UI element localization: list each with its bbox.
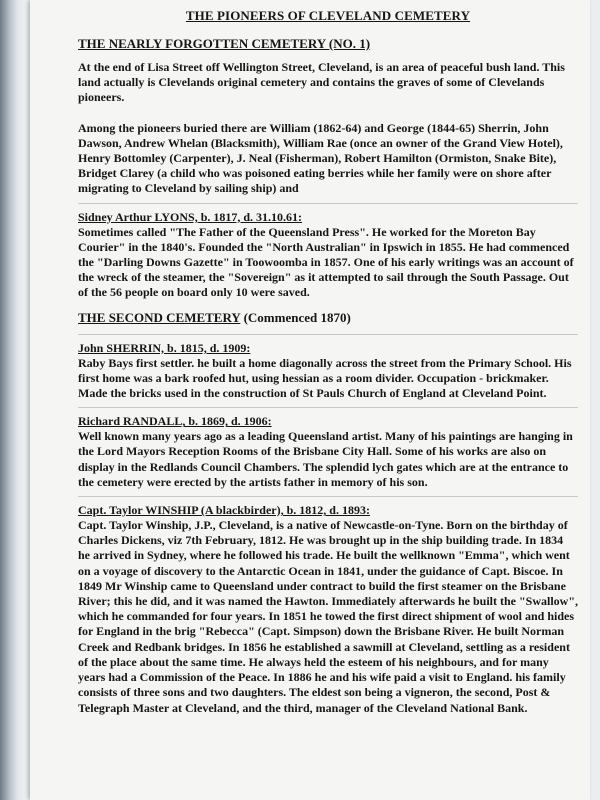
entry-text-randall: Well known many years ago as a leading Queensland artist. Many of his paintings are hanging in the Lord Mayors Reception Rooms of the Brisbane City Hall. Some of his works are also on display in the Redlands Council Chambers. The splendid lych gates which are at the entrance to the cemetery were erected by the artists father in memory of his son. [78, 429, 573, 489]
entry-heading-sherrin: John SHERRIN, b. 1815, d. 1909: [78, 340, 251, 355]
entry-text-sherrin: Raby Bays first settler. he built a home diagonally across the street from the Primary School. His first home was a bark roofed hut, using hessian as a room divider. Occupation - brickmaker. Made the bricks used in the construction of St Pauls Church of England at Cleveland Point. [78, 355, 572, 401]
section2-subtitle: (Commenced 1870) [243, 309, 351, 325]
document-title: THE PIONEERS OF CLEVELAND CEMETERY [185, 8, 471, 23]
entry-heading-winship: Capt. Taylor WINSHIP (A blackbirder), b. 1812, d. 1893: [78, 503, 370, 518]
entry-text-winship: Capt. Taylor Winship, J.P., Cleveland, is a native of Newcastle-on-Tyne. Born on the birthday of Charles Dickens, viz 7th February, 1812. He was brought up in the ship building trade. In 1834 he arrived in Sydney, where he followed his trade. He built the wellknown "Emma", which went on a voyage of discovery to the Antarctic Ocean in 1841, under the guidance of Capt. Biscoe. In 1849 Mr Winship came to Queensland under contract to build the first steamer on the Brisbane River; this he did, and it was named the Hawton. Immediately afterwards he built the "Swallow", which he commanded for four years. In 1851 he towed the first direct shipment of wool and hides for England in the brig "Rebecca" (Capt. Simpson) down the Brisbane River. He built Norman Creek and Redbank bridges. In 1856 he established a sawmill at Cleveland, settling as a resident of the place about the same time. He always held the esteem of his neighbours, and for many years had a Commission of the Peace. In 1886 he and his wife paid a visit to England. his family consists of three sons and two daughters. The eldest son being a vigneron, the second, Post & Telegraph Master at Cleveland, and the third, manager of the Cleveland National Bank. [78, 518, 578, 715]
divider [78, 407, 578, 408]
entry-heading-randall: Richard RANDALL, b. 1869, d. 1906: [78, 414, 272, 429]
section1-heading: THE NEARLY FORGOTTEN CEMETERY (NO. 1) [78, 36, 371, 51]
section1-para2: Among the pioneers buried there are William (1862-64) and George (1844-65) Sherrin, John Dawson, Andrew Whelan (Blacksmith), William Rae (once an owner of the Grand View Hotel), Henry Bottomley (Carpenter), J. Neal (Fisherman), Robert Hamilton (Ormiston, Snake Bite), Bridget Clarey (a child who was poisoned eating berries while her family were on shore after migrating to Cleveland by sailing ship) and [78, 120, 563, 196]
divider [78, 203, 578, 204]
section2-title: THE SECOND CEMETERY [78, 309, 241, 325]
entry-text-lyons: Sometimes called "The Father of the Queensland Press". He worked for the Moreton Bay Courier" in the 1840's. Founded the "North Australian" in Ipswich in 1855. He had commenced the "Darling Downs Gazette" in Toowoomba in 1857. One of his early writings was an account of the wreck of the steamer, the "Sovereign" as it attempted to sail through the South Passage. Out of the 56 people on board only 10 were saved. [78, 224, 574, 300]
document-content [78, 8, 578, 716]
document-page [30, 0, 590, 800]
divider [78, 334, 578, 335]
entry-heading-lyons: Sidney Arthur LYONS, b. 1817, d. 31.10.61: [78, 209, 303, 224]
section1-para1: At the end of Lisa Street off Wellington Street, Cleveland, is an area of peaceful bush land. This land actually is Clevelands original cemetery and contains the graves of some of Clevelands pioneers. [78, 60, 565, 105]
divider [78, 496, 578, 497]
section2-heading [78, 310, 578, 325]
